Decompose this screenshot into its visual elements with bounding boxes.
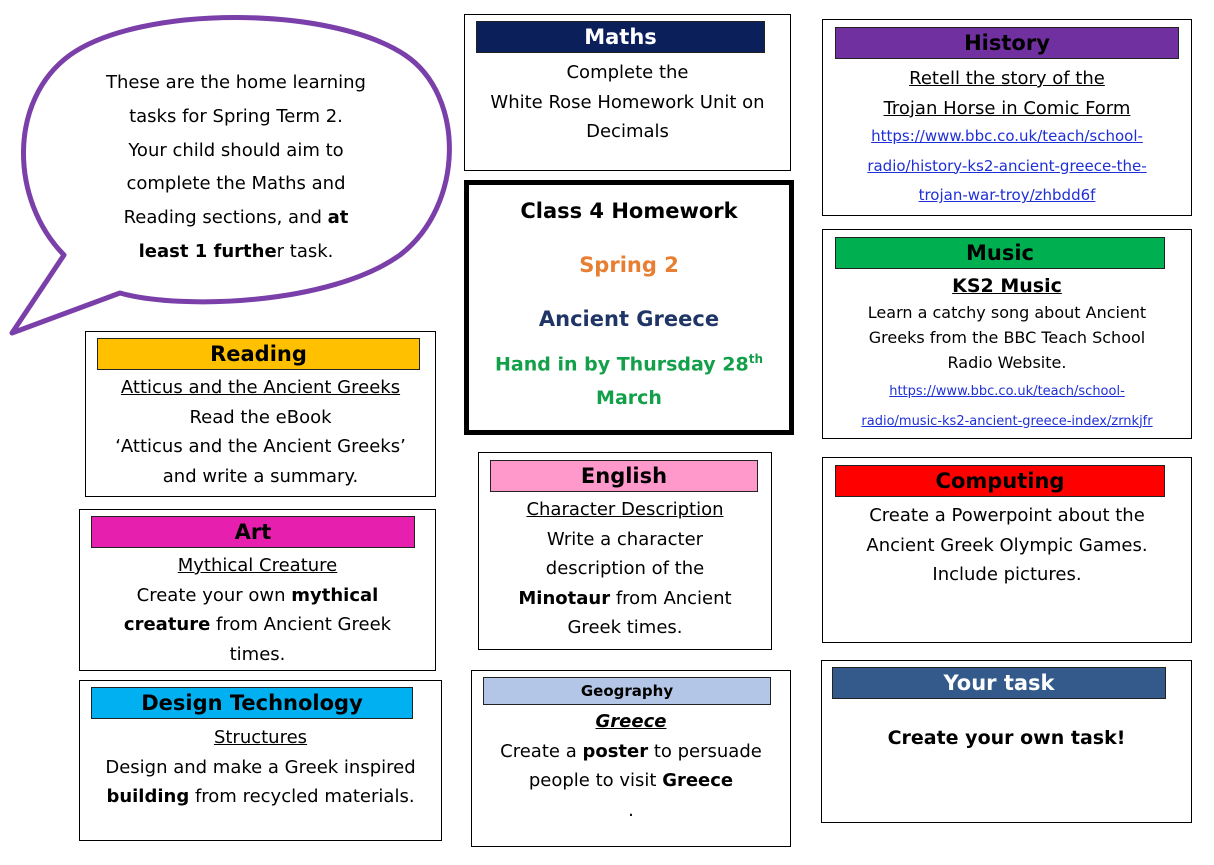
class-homework-panel [464,180,794,435]
computing-body [823,501,1191,590]
design-technology-text [80,782,441,812]
computing-card [822,457,1192,643]
english-body [479,495,771,643]
handin-text: Hand in by Thursday 28 [495,353,749,376]
bubble-text-bold: furthe [213,240,277,262]
history-card [822,19,1192,216]
music-link[interactable]: radio/music-ks2-ancient-greece-index/zrnkjfr [861,413,1153,429]
reading-text: and write a summary. [162,465,359,487]
maths-card [464,14,791,171]
geography-header-label: Geography [580,682,674,700]
design-technology-text-bold: building [106,786,190,807]
handin-label [469,342,789,415]
geography-text-bold: Greece [662,770,734,791]
geography-subtitle: Greece [595,711,667,732]
bubble-message [88,66,384,269]
your-task-header [832,667,1166,699]
maths-text: Decimals [586,121,669,142]
history-subtitle: Trojan Horse in Comic Form [883,97,1131,119]
music-header [835,237,1165,269]
computing-header [835,465,1165,497]
your-task-card [821,660,1192,823]
history-body [823,64,1191,123]
english-text [479,584,771,614]
bubble-line: tasks for Spring Term 2. [129,105,343,127]
art-text: times. [229,643,286,665]
art-text-plain: from Ancient Greek [210,614,392,635]
bubble-line: Your child should aim to [128,139,344,161]
maths-header-label: Maths [584,25,657,49]
design-technology-card [79,680,442,841]
art-text [80,610,435,640]
homework-title: Class 4 Homework [520,199,738,223]
geography-text [472,737,790,767]
reading-text: ‘Atticus and the Ancient Greeks’ [115,436,406,457]
history-link-block[interactable] [823,121,1191,210]
your-task-header-label: Your task [943,671,1055,695]
art-header [91,516,415,548]
bubble-line: complete the Maths and [126,173,346,195]
geography-card [471,670,791,847]
music-header-label: Music [966,241,1034,265]
topic-label: Ancient Greece [538,307,720,331]
english-subtitle: Character Description [526,499,724,520]
music-link[interactable]: https://www.bbc.co.uk/teach/school- [889,384,1125,399]
design-technology-text-plain: from recycled materials. [189,786,415,807]
music-link-block[interactable] [823,375,1191,434]
geography-text [472,766,790,796]
music-subtitle: KS2 Music [952,275,1062,297]
your-task-body [822,724,1191,754]
design-technology-body [80,723,441,812]
design-technology-header [91,687,413,719]
art-subtitle: Mythical Creature [177,555,338,576]
art-text-bold: creature [123,614,211,635]
computing-text: Include pictures. [932,564,1082,585]
history-link[interactable]: radio/history-ks2-ancient-greece-the- [867,156,1147,175]
history-link[interactable]: trojan-war-troy/zhbdd6f [918,186,1096,204]
geography-header [483,677,771,705]
geography-body [472,707,790,825]
reading-header-label: Reading [210,342,307,366]
handin-month: March [596,387,662,410]
music-text: Learn a catchy song about Ancient [867,303,1147,322]
art-card [79,509,436,671]
geography-text-plain: to persuade [648,740,762,762]
geography-text-plain: people to visit [528,770,663,791]
reading-card [85,331,436,497]
english-text-bold: Minotaur [518,587,611,609]
computing-text: Ancient Greek Olympic Games. [866,534,1148,556]
maths-body [465,58,790,147]
bubble-line [88,235,384,269]
art-text-bold: mythical [291,584,379,606]
art-body [80,551,435,669]
english-text-plain: from Ancient [610,587,732,609]
english-text: Greek times. [567,617,683,638]
reading-text: Read the eBook [189,406,332,428]
bubble-line [88,201,384,235]
history-subtitle: Retell the story of the [909,68,1105,89]
art-header-label: Art [234,520,272,544]
bubble-text-plain: r task. [276,240,334,262]
music-card [822,229,1192,439]
history-header-label: History [964,31,1050,55]
music-body [823,272,1191,375]
music-text: Radio Website. [947,353,1067,372]
geography-text: . [628,799,634,821]
bubble-line: These are the home learning [106,72,366,93]
bubble-text-bold: least 1 [138,240,214,262]
design-technology-header-label: Design Technology [141,691,363,715]
term-label: Spring 2 [579,253,679,277]
maths-text: Complete the [566,62,689,83]
english-card [478,452,772,650]
art-text [80,581,435,611]
maths-text: White Rose Homework Unit on [490,91,765,113]
history-header [835,27,1179,59]
english-text: description of the [545,558,705,579]
music-text: Greeks from the BBC Teach School [868,328,1146,347]
art-text-plain: Create your own [136,584,292,606]
computing-text: Create a Powerpoint about the [869,505,1145,526]
english-header [490,460,758,492]
reading-header [97,338,420,370]
maths-header [476,21,765,53]
design-technology-subtitle: Structures [213,727,308,748]
your-task-text: Create your own task! [887,727,1126,749]
english-text: Write a character [546,528,704,550]
handin-sup: th [748,352,763,366]
reading-subtitle: Atticus and the Ancient Greeks [120,377,401,398]
bubble-text-bold: at [327,207,349,229]
bubble-text-plain: Reading sections, and [123,207,328,229]
reading-body [86,373,435,491]
history-link[interactable]: https://www.bbc.co.uk/teach/school- [871,127,1143,145]
english-header-label: English [580,464,668,488]
design-technology-text: Design and make a Greek inspired [105,756,416,778]
geography-text-bold: poster [582,740,649,762]
geography-text-plain: Create a [500,740,583,762]
computing-header-label: Computing [935,469,1065,493]
